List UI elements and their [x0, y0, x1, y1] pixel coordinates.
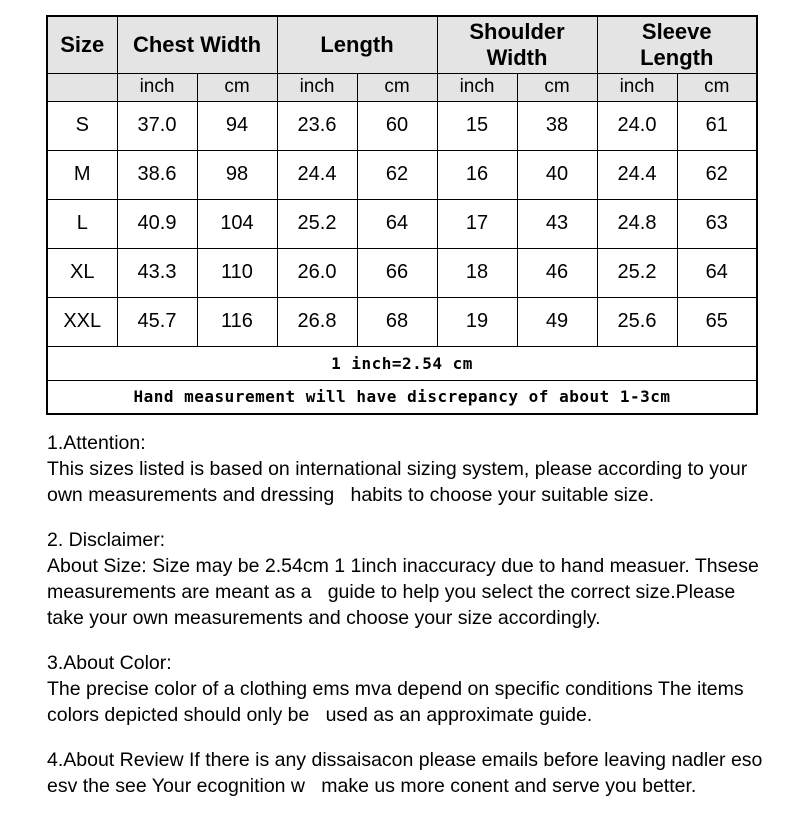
- table-cell: 25.2: [597, 248, 677, 297]
- header-shoulder-width: Shoulder Width: [437, 16, 597, 73]
- unit-empty-cell: [47, 73, 117, 101]
- table-cell: 24.4: [277, 150, 357, 199]
- note-attention: [47, 430, 769, 508]
- table-cell: 43: [517, 199, 597, 248]
- note-body: This sizes listed is based on international sizing system, please according to your own measurements and dressing habits to choose your suitable size.: [47, 458, 753, 506]
- table-cell: 49: [517, 297, 597, 346]
- table-cell: 68: [357, 297, 437, 346]
- size-label: XL: [47, 248, 117, 297]
- table-cell: 15: [437, 101, 517, 150]
- note-body: About Size: Size may be 2.54cm 1 1inch inaccuracy due to hand measuer. Thsese measurements are meant as a guide to help you select the correct size.Please take your own measurements and choose your size accordingly.: [47, 555, 765, 629]
- table-cell: 66: [357, 248, 437, 297]
- table-cell: 18: [437, 248, 517, 297]
- table-cell: 61: [677, 101, 757, 150]
- unit-cell: cm: [517, 73, 597, 101]
- table-cell: 65: [677, 297, 757, 346]
- note-body: 4.About Review If there is any dissaisacon please emails before leaving nadler eso esv the see Your ecognition w make us more conent and serve you better.: [47, 749, 768, 797]
- table-cell: 60: [357, 101, 437, 150]
- size-label: XXL: [47, 297, 117, 346]
- table-cell: 40: [517, 150, 597, 199]
- header-length: Length: [277, 16, 437, 73]
- table-row-m: [47, 150, 757, 199]
- note-heading: 3.About Color:: [47, 652, 172, 674]
- note-about-color: [47, 650, 769, 728]
- footnote-inch-conversion: 1 inch=2.54 cm: [47, 346, 757, 380]
- notes-section: [47, 430, 769, 818]
- size-label: L: [47, 199, 117, 248]
- table-cell: 45.7: [117, 297, 197, 346]
- size-chart-section: [46, 15, 758, 415]
- table-cell: 24.8: [597, 199, 677, 248]
- header-chest-width: Chest Width: [117, 16, 277, 73]
- table-cell: 16: [437, 150, 517, 199]
- table-cell: 43.3: [117, 248, 197, 297]
- table-unit-row: [47, 73, 757, 101]
- table-cell: 24.0: [597, 101, 677, 150]
- table-cell: 116: [197, 297, 277, 346]
- table-cell: 38.6: [117, 150, 197, 199]
- table-footnote-row: [47, 380, 757, 414]
- table-cell: 26.0: [277, 248, 357, 297]
- table-footnote-row: [47, 346, 757, 380]
- footnote-hand-measurement: Hand measurement will have discrepancy of about 1-3cm: [47, 380, 757, 414]
- unit-cell: inch: [437, 73, 517, 101]
- size-label: S: [47, 101, 117, 150]
- table-row-l: [47, 199, 757, 248]
- table-cell: 64: [357, 199, 437, 248]
- header-size: Size: [47, 16, 117, 73]
- table-cell: 62: [677, 150, 757, 199]
- table-cell: 63: [677, 199, 757, 248]
- table-row-xxl: [47, 297, 757, 346]
- unit-cell: inch: [117, 73, 197, 101]
- note-heading: 2. Disclaimer:: [47, 529, 166, 551]
- unit-cell: cm: [357, 73, 437, 101]
- table-cell: 46: [517, 248, 597, 297]
- note-heading: 1.Attention:: [47, 432, 146, 454]
- unit-cell: inch: [277, 73, 357, 101]
- table-cell: 24.4: [597, 150, 677, 199]
- table-cell: 38: [517, 101, 597, 150]
- table-cell: 62: [357, 150, 437, 199]
- table-cell: 98: [197, 150, 277, 199]
- header-sleeve-length: Sleeve Length: [597, 16, 757, 73]
- unit-cell: cm: [677, 73, 757, 101]
- note-about-review: [47, 747, 769, 799]
- table-cell: 64: [677, 248, 757, 297]
- table-cell: 23.6: [277, 101, 357, 150]
- table-cell: 94: [197, 101, 277, 150]
- table-cell: 25.2: [277, 199, 357, 248]
- note-body: The precise color of a clothing ems mva depend on specific conditions The items colors depicted should only be used as an approximate guide.: [47, 678, 750, 726]
- table-cell: 25.6: [597, 297, 677, 346]
- note-disclaimer: [47, 527, 769, 631]
- table-cell: 104: [197, 199, 277, 248]
- table-row-xl: [47, 248, 757, 297]
- size-chart-table: [46, 15, 758, 415]
- table-header-row: [47, 16, 757, 73]
- table-row-s: [47, 101, 757, 150]
- table-cell: 40.9: [117, 199, 197, 248]
- table-cell: 110: [197, 248, 277, 297]
- table-cell: 19: [437, 297, 517, 346]
- unit-cell: cm: [197, 73, 277, 101]
- unit-cell: inch: [597, 73, 677, 101]
- size-label: M: [47, 150, 117, 199]
- table-cell: 37.0: [117, 101, 197, 150]
- table-cell: 26.8: [277, 297, 357, 346]
- table-cell: 17: [437, 199, 517, 248]
